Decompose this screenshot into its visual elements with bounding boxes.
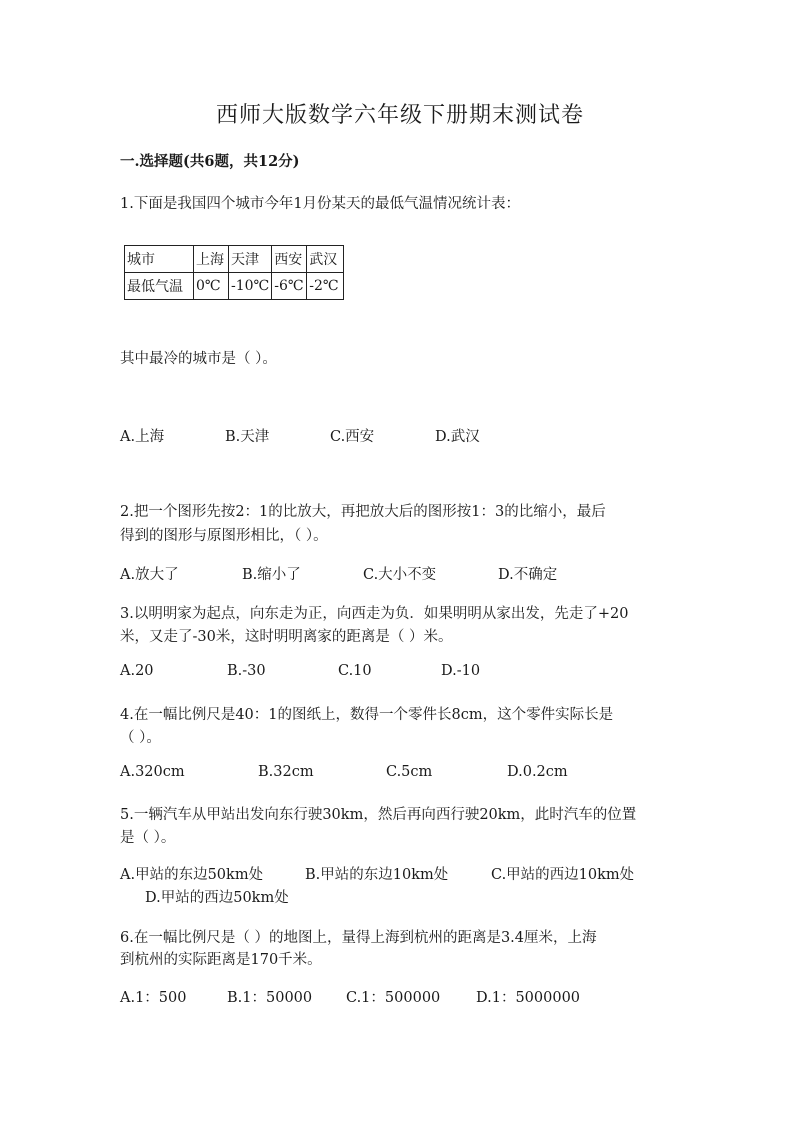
table-cell: 0℃ (194, 273, 229, 300)
question-2-line1: 2.把一个图形先按2：1的比放大，再把放大后的图形按1：3的比缩小，最后 (120, 504, 606, 520)
option-d: D.甲站的西边50km处 (145, 890, 289, 906)
question-5-line2: 是（ ）。 (120, 830, 176, 846)
option-c: C.5cm (386, 764, 433, 780)
question-4-line2: （ ）。 (120, 730, 161, 746)
option-a: A.上海 (120, 429, 165, 445)
table-cell: 最低气温 (125, 273, 194, 300)
option-c: C.1：500000 (346, 990, 441, 1006)
option-c: C.大小不变 (363, 567, 437, 583)
option-a: A.320cm (120, 764, 185, 780)
table-cell: 天津 (229, 246, 272, 273)
option-c: C.10 (338, 663, 372, 679)
option-a: A.20 (120, 663, 154, 679)
question-1-text: 1.下面是我国四个城市今年1月份某天的最低气温情况统计表： (120, 196, 521, 212)
option-a: A.甲站的东边50km处 (120, 867, 264, 883)
option-c: C.西安 (330, 429, 375, 445)
question-4-line1: 4.在一幅比例尺是40：1的图纸上，数得一个零件长8cm，这个零件实际长是 (120, 707, 614, 723)
table-row (125, 273, 344, 300)
table-cell: -6℃ (272, 273, 307, 300)
temperature-table (124, 245, 344, 300)
option-a: A.放大了 (120, 567, 179, 583)
option-b: B.1：50000 (227, 990, 313, 1006)
table-cell: -10℃ (229, 273, 272, 300)
table-cell: 城市 (125, 246, 194, 273)
table-cell: 武汉 (307, 246, 344, 273)
question-3-line2: 米，又走了-30米，这时明明离家的距离是（ ）米。 (120, 629, 453, 645)
table-cell: 上海 (194, 246, 229, 273)
question-2-line2: 得到的图形与原图形相比，（ ）。 (120, 528, 328, 544)
table-cell: -2℃ (307, 273, 344, 300)
question-6-line2: 到杭州的实际距离是170千米。 (120, 952, 322, 968)
option-d: D.不确定 (498, 567, 558, 583)
option-d: D.武汉 (435, 429, 480, 445)
option-b: B.32cm (258, 764, 314, 780)
page-title: 西师大版数学六年级下册期末测试卷 (215, 103, 584, 128)
question-1-prompt: 其中最冷的城市是（ ）。 (120, 351, 277, 367)
table-cell: 西安 (272, 246, 307, 273)
question-6-line1: 6.在一幅比例尺是（ ）的地图上，量得上海到杭州的距离是3.4厘米，上海 (120, 930, 597, 946)
option-d: D.0.2cm (507, 764, 568, 780)
option-b: B.-30 (227, 663, 266, 679)
option-c: C.甲站的西边10km处 (491, 867, 635, 883)
option-b: B.天津 (225, 429, 270, 445)
question-5-line1: 5.一辆汽车从甲站出发向东行驶30km，然后再向西行驶20km，此时汽车的位置 (120, 807, 637, 823)
option-d: D.1：5000000 (476, 990, 581, 1006)
section-heading: 一.选择题(共6题，共12分) (120, 153, 300, 170)
option-b: B.甲站的东边10km处 (305, 867, 449, 883)
option-a: A.1：500 (120, 990, 187, 1006)
option-d: D.-10 (441, 663, 481, 679)
question-3-line1: 3.以明明家为起点，向东走为正，向西走为负．如果明明从家出发，先走了+20 (120, 606, 629, 622)
table-row (125, 246, 344, 273)
option-b: B.缩小了 (242, 567, 301, 583)
